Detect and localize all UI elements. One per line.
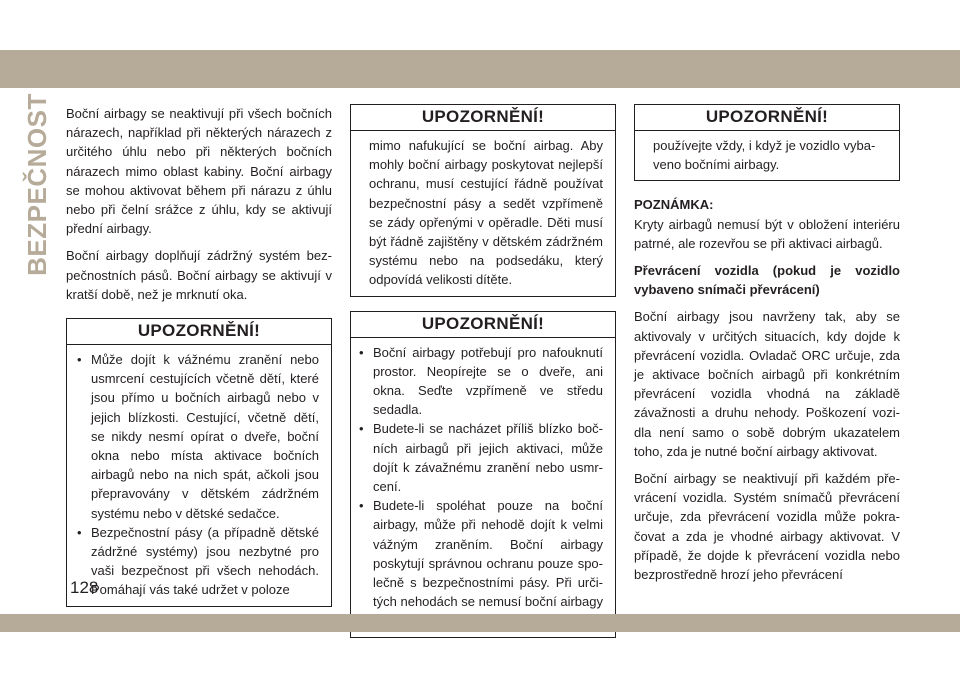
warning-title: UPOZORNĚNÍ! bbox=[635, 105, 899, 131]
warning-box bbox=[350, 311, 616, 638]
list-item: • Budete-li se nacházet příliš blízko bočních airbagů při jejich aktivaci, může dojít k závažnému zranění nebo usmrcení. bbox=[357, 419, 603, 496]
list-item: • Boční airbagy potřebují pro nafouknutí prostor. Neopírejte se o dveře, ani okna. Seďte vzpřímeně ve středu sedadla. bbox=[357, 343, 603, 420]
warning-box bbox=[350, 104, 616, 297]
note-text: Kryty airbagů nemusí být v obložení interiéru patrné, ale rozevřou se při aktivaci airbagů. bbox=[634, 216, 900, 251]
warning-body bbox=[351, 131, 615, 296]
warning-title: UPOZORNĚNÍ! bbox=[351, 312, 615, 338]
section-tab-label: BEZPEČNOST bbox=[21, 92, 52, 276]
warning-box bbox=[66, 318, 332, 607]
warning-list bbox=[357, 343, 603, 631]
paragraph: Boční airbagy doplňují zádržný systém bezpečnostních pásů. Boční airbagy se aktivují v kratší době, než je mrknutí oka. bbox=[66, 248, 332, 302]
header-band bbox=[0, 50, 960, 88]
column-left bbox=[66, 104, 332, 607]
warning-list bbox=[75, 350, 319, 600]
paragraph: Boční airbagy jsou navrženy tak, aby se aktivovaly v určitých situacích, kdy dojde k převrácení vozidla. Ovladač ORC určuje, zda je aktivace bočních airbagů při konkrétním převrácení vozidla vhodná na základě závažnosti a druhu nehody. Poškození vozidla není samo o sobě dobrým ukazatelem toho, zda je nutné boční airbagy aktivovat. bbox=[634, 309, 900, 459]
column-middle bbox=[350, 104, 616, 638]
list-item: • Může dojít k vážnému zranění nebo usmrcení cestujících včetně dětí, které jsou přímo u bočních airbagů nebo v jejich blízkosti. Cestující, včetně dětí, se nikdy nesmí opírat o dveře, boční okna nebo místa aktivace bočních airbagů nebo na nich spát, ačkoli jsou přepravovány v dětském zádržném systému nebo v dětské sedačce. bbox=[75, 350, 319, 523]
warning-box bbox=[634, 104, 900, 181]
warning-text: používejte vždy, i když je vozidlo vybaveno bočními airbagy. bbox=[653, 138, 876, 173]
paragraph: Boční airbagy se neaktivují při každém převrácení vozidla. Systém snímačů převrácení určuje, zda převrácení vozidla může pokračovat a zda je vhodné airbagy aktivovat. V případě, že dojde k převrácení vozidla nebo bezprostředně hrozí jeho převrácení bbox=[634, 471, 900, 583]
footer-band bbox=[0, 614, 960, 632]
section-tab bbox=[21, 92, 52, 276]
list-item: • Bezpečnostní pásy (a případně dětské zádržné systémy) jsou nezbytné pro vaši bezpečnost při všech nehodách. Pomáhají vás také udržet v poloze bbox=[75, 523, 319, 600]
list-item: • Budete-li spoléhat pouze na boční airbagy, může při nehodě dojít k velmi vážným zraněním. Boční airbagy poskytují správnou ochranu pouze společně s bezpečnostními pásy. Při určitých nehodách se nemusí boční airbagy bbox=[357, 496, 603, 630]
warning-title: UPOZORNĚNÍ! bbox=[67, 319, 331, 345]
section-heading: Převrácení vozidla (pokud je vozidlo vybaveno snímači převrácení) bbox=[634, 263, 900, 298]
warning-body bbox=[635, 131, 899, 180]
warning-body bbox=[67, 345, 331, 606]
warning-text: mimo nafukující se boční airbag. Aby mohly boční airbagy poskytovat nejlepší ochranu, musí cestující řádně používat bezpečnostní pásy a sedět vzpřímeně se zády opřenými v opěradle. Děti musí být řádně zajištěny v dětském zádržném systému nebo na podsedáku, který odpovídá velikosti dítěte. bbox=[369, 138, 603, 288]
page-number: 128 bbox=[70, 578, 99, 597]
warning-title: UPOZORNĚNÍ! bbox=[351, 105, 615, 131]
note-label: POZNÁMKA: bbox=[634, 197, 714, 213]
warning-body bbox=[351, 338, 615, 637]
paragraph: Boční airbagy se neaktivují při všech bočních nárazech, například při některých nárazech z určitého úhlu nebo při některých bočních nárazech mimo oblast kabiny. Boční airbagy se mohou aktivovat během při nárazu z úhlu nebo při čelní srážce z úhlu, kdy se aktivují přední airbagy. bbox=[66, 106, 332, 237]
column-right bbox=[634, 104, 900, 592]
